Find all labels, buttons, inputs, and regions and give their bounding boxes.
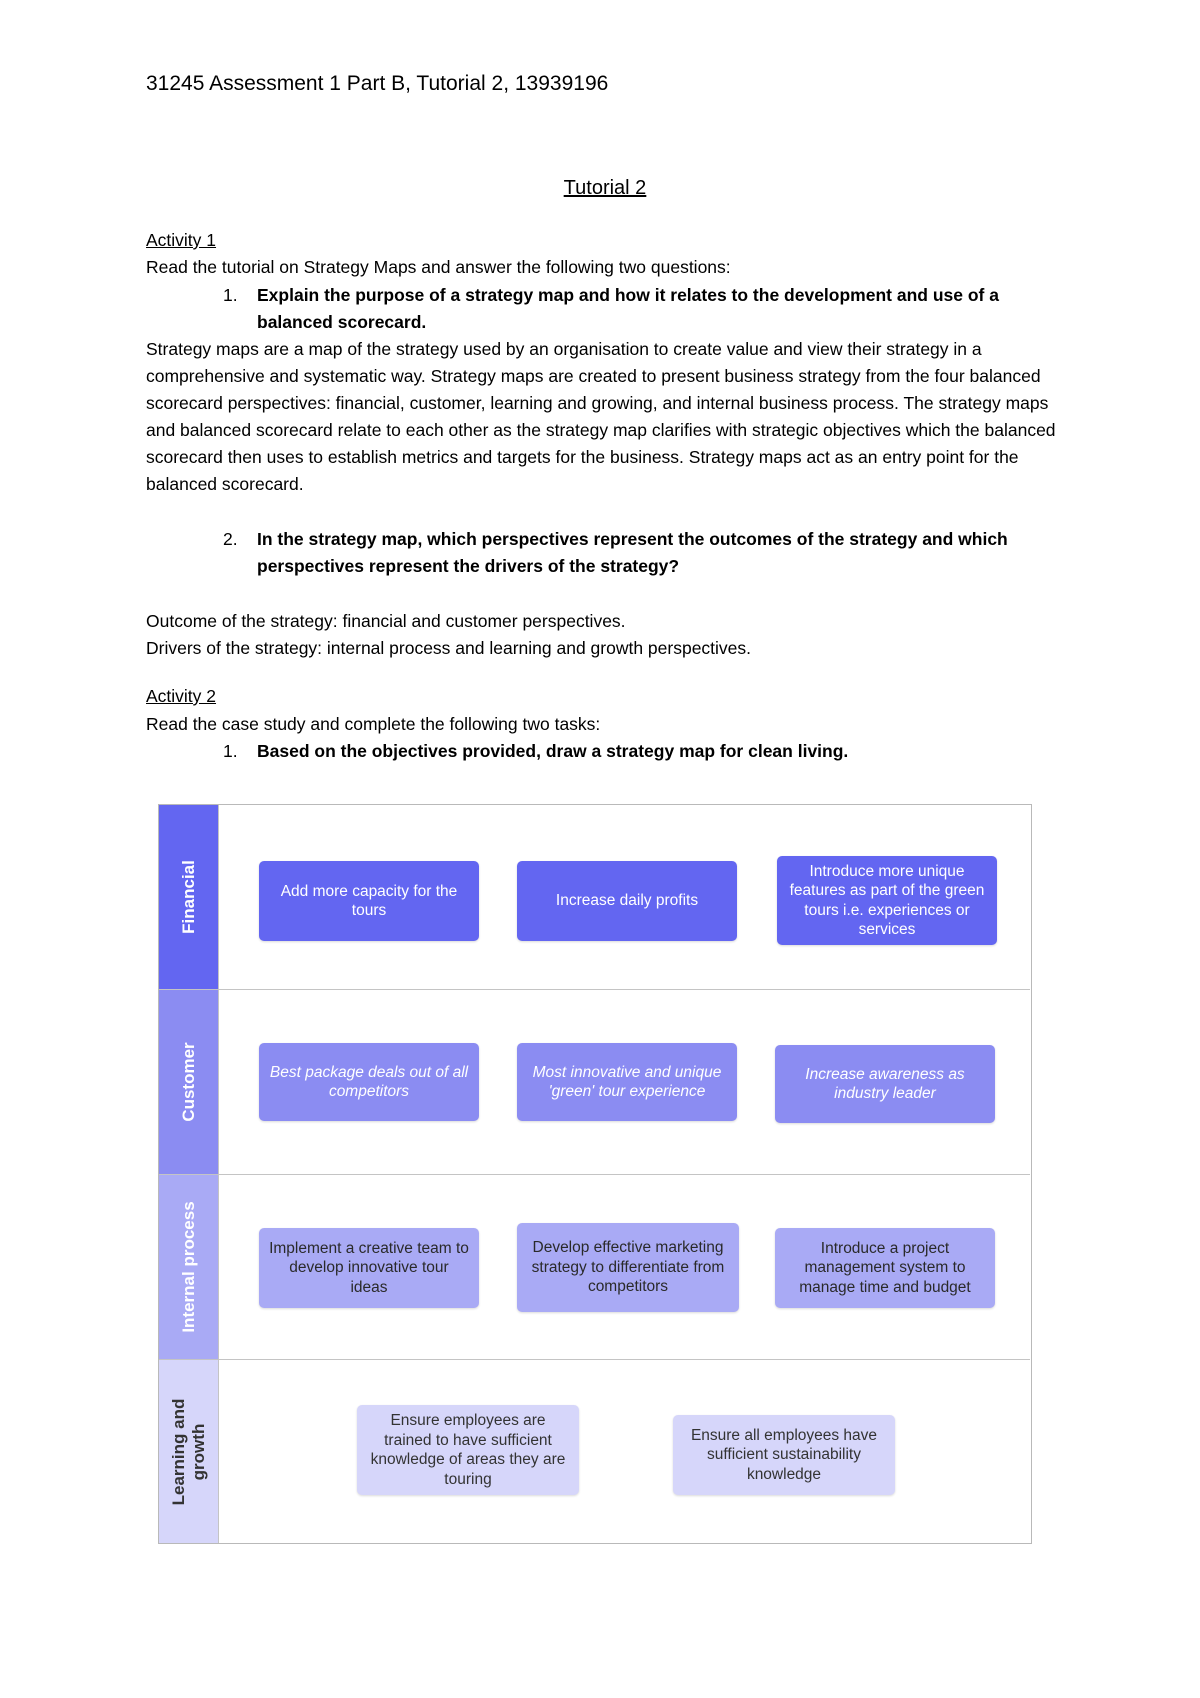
lane-label-financial [159, 805, 219, 989]
activity1-answer2-outcome: Outcome of the strategy: financial and customer perspectives. [146, 611, 626, 631]
activity1-intro: Read the tutorial on Strategy Maps and answer the following two questions: [146, 257, 731, 277]
activity2-intro: Read the case study and complete the following two tasks: [146, 714, 601, 734]
lane-label-internal-process [159, 1175, 219, 1359]
objective-box: Increase daily profits [517, 861, 737, 941]
objective-box: Ensure all employees have sufficient sustainability knowledge [673, 1415, 895, 1495]
question-number: 2. [223, 529, 238, 549]
lane-label-text: Learning and growth [168, 1398, 208, 1505]
document-header: 31245 Assessment 1 Part B, Tutorial 2, 13939196 [146, 72, 609, 95]
objective-box: Best package deals out of all competitors [259, 1043, 479, 1121]
objective-box: Increase awareness as industry leader [775, 1045, 995, 1123]
strategy-map [158, 804, 1032, 1544]
objective-box: Introduce a project management system to manage time and budget [775, 1228, 995, 1308]
activity1-question2 [223, 526, 1067, 580]
question-text: In the strategy map, which perspectives represent the outcomes of the strategy and which perspectives represent the drivers of the strategy? [257, 529, 1008, 576]
question-text: Explain the purpose of a strategy map and how it relates to the development and use of a balanced scorecard. [257, 285, 999, 332]
objective-box: Most innovative and unique 'green' tour experience [517, 1043, 737, 1121]
question-number: 1. [223, 285, 238, 305]
lane-label-learning-growth [159, 1360, 219, 1543]
objective-box: Add more capacity for the tours [259, 861, 479, 941]
lane-financial [159, 805, 1030, 990]
lane-label-text: Financial [178, 860, 198, 934]
objective-box: Implement a creative team to develop innovative tour ideas [259, 1228, 479, 1308]
question-number: 1. [223, 741, 238, 761]
lane-customer [159, 990, 1030, 1175]
lane-label-text: Customer [178, 1042, 198, 1122]
activity1-answer2-drivers: Drivers of the strategy: internal process and learning and growth perspectives. [146, 638, 752, 658]
objective-box: Develop effective marketing strategy to differentiate from competitors [517, 1223, 739, 1312]
lane-internal-process [159, 1175, 1030, 1360]
activity2-question1 [223, 738, 1067, 765]
objective-box: Introduce more unique features as part of the green tours i.e. experiences or services [777, 856, 997, 945]
tutorial-title: Tutorial 2 [563, 177, 647, 199]
activity2-heading: Activity 2 [146, 686, 217, 706]
lane-label-customer [159, 990, 219, 1174]
lane-learning-growth [159, 1360, 1030, 1543]
objective-box: Ensure employees are trained to have sufficient knowledge of areas they are touring [357, 1405, 579, 1495]
question-text: Based on the objectives provided, draw a strategy map for clean living. [257, 741, 849, 761]
activity1-answer1: Strategy maps are a map of the strategy used by an organisation to create value and view their strategy in a comprehensive and systematic way. Strategy maps are created to present business strategy from the four balanced scorecard perspectives: financial, customer, learning and growing, and internal business process. The strategy maps and balanced scorecard relate to each other as the strategy map clarifies with strategic objectives which the balanced scorecard then uses to establish metrics and targets for the business. Strategy maps act as an entry point for the balanced scorecard. [146, 339, 1056, 494]
activity1-question1 [223, 282, 1067, 336]
activity1-heading: Activity 1 [146, 230, 217, 250]
lane-label-text: Internal process [178, 1201, 198, 1333]
